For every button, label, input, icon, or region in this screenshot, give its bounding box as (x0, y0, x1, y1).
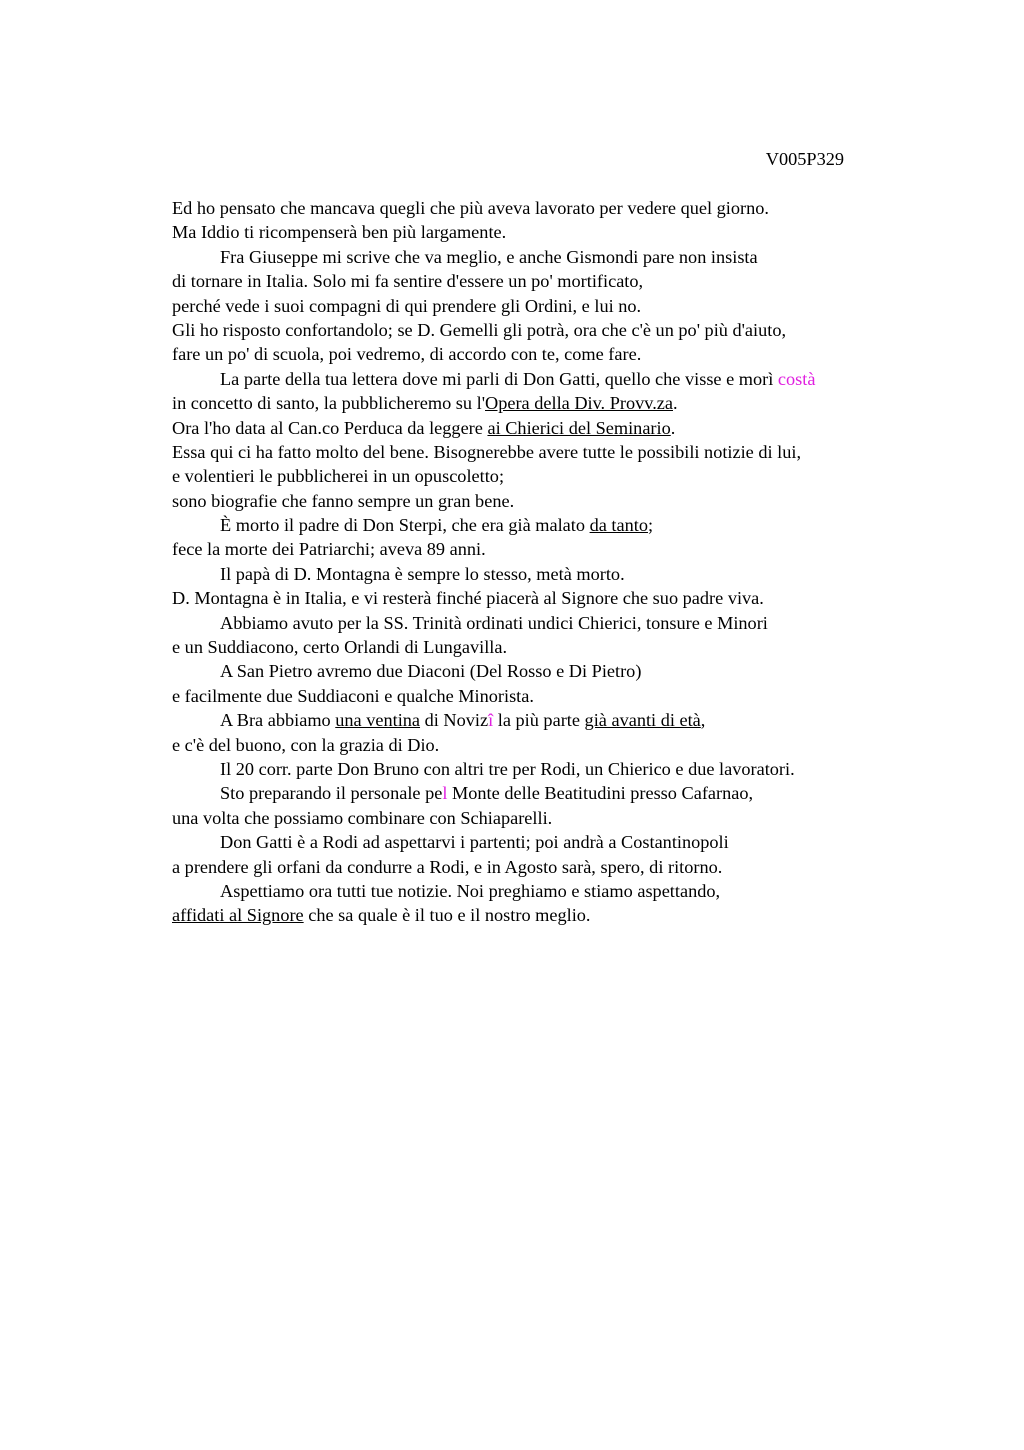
text-line (172, 708, 932, 732)
underlined-text: una ventina (335, 710, 421, 731)
text-segment: una volta che possiamo combinare con Schiaparelli. (172, 807, 553, 828)
text-segment: sono biografie che fanno sempre un gran bene. (172, 490, 515, 511)
text-line (172, 416, 932, 440)
text-segment: la più parte (493, 710, 585, 731)
text-segment: Ma Iddio ti ricompenserà ben più largamente. (172, 222, 507, 243)
text-line (172, 684, 932, 708)
text-line (172, 855, 932, 879)
text-line (172, 440, 932, 464)
text-segment: . (673, 393, 678, 414)
text-segment: fece la morte dei Patriarchi; aveva 89 anni. (172, 539, 486, 560)
text-segment: Fra Giuseppe mi scrive che va meglio, e anche Gismondi pare non insista (220, 246, 758, 267)
highlighted-text: î (488, 710, 494, 731)
text-line (172, 879, 932, 903)
text-segment: Sto preparando il personale pe (220, 783, 443, 804)
underlined-text: da tanto (589, 515, 648, 536)
text-segment: Ed ho pensato che mancava quegli che più aveva lavorato per vedere quel giorno. (172, 198, 769, 218)
text-segment: D. Montagna è in Italia, e vi resterà finché piacerà al Signore che suo padre viva. (172, 588, 764, 609)
text-line (172, 220, 932, 244)
text-segment: di tornare in Italia. Solo mi fa sentire d'essere un po' mortificato, (172, 271, 644, 292)
text-segment: e un Suddiacono, certo Orlandi di Lungavilla. (172, 637, 508, 658)
text-segment: di Noviz (420, 710, 489, 731)
text-segment: fare un po' di scuola, poi vedremo, di accordo con te, come fare. (172, 344, 642, 365)
text-line (172, 733, 932, 757)
text-segment: e c'è del buono, con la grazia di Dio. (172, 734, 440, 755)
underlined-text: Opera della Div. Provv.za (485, 393, 673, 414)
text-line (172, 294, 932, 318)
underlined-text: ai Chierici del Seminario (487, 417, 671, 438)
text-line (172, 806, 932, 830)
text-line (172, 757, 932, 781)
text-segment: a prendere gli orfani da condurre a Rodi, e in Agosto sarà, spero, di ritorno. (172, 856, 723, 877)
text-segment: che sa quale è il tuo e il nostro meglio. (303, 905, 591, 926)
text-segment: Il papà di D. Montagna è sempre lo stesso, metà morto. (220, 563, 625, 584)
text-segment: e facilmente due Suddiaconi e qualche Minorista. (172, 685, 534, 706)
text-line (172, 830, 932, 854)
text-segment: Don Gatti è a Rodi ad aspettarvi i partenti; poi andrà a Costantinopoli (220, 832, 729, 853)
text-line (172, 245, 932, 269)
text-line (172, 391, 932, 415)
text-line (172, 635, 932, 659)
underlined-text: già avanti di età (584, 710, 701, 731)
text-line (172, 196, 932, 220)
text-segment: A Bra abbiamo (220, 710, 336, 731)
text-line (172, 513, 932, 537)
text-line (172, 537, 932, 561)
letter-body (172, 196, 932, 928)
text-segment: Abbiamo avuto per la SS. Trinità ordinati undici Chierici, tonsure e Minori (220, 612, 768, 633)
text-line (172, 611, 932, 635)
text-segment: Il 20 corr. parte Don Bruno con altri tre per Rodi, un Chierico e due lavoratori. (220, 758, 795, 779)
text-segment: in concetto di santo, la pubblicheremo su l' (172, 393, 485, 414)
text-line (172, 342, 932, 366)
text-line (172, 781, 932, 805)
highlighted-text: l (442, 783, 448, 804)
text-segment: perché vede i suoi compagni di qui prendere gli Ordini, e lui no. (172, 295, 642, 316)
text-segment: ; (647, 515, 654, 536)
text-line (172, 464, 932, 488)
text-segment: La parte della tua lettera dove mi parli di Don Gatti, quello che visse e morì (220, 368, 778, 389)
text-segment: . (670, 417, 676, 438)
text-segment: e volentieri le pubblicherei in un opuscoletto; (172, 466, 505, 487)
text-segment: A San Pietro avremo due Diaconi (Del Rosso e Di Pietro) (220, 661, 642, 682)
text-segment: Aspettiamo ora tutti tue notizie. Noi preghiamo e stiamo aspettando, (220, 880, 721, 901)
text-line (172, 367, 932, 391)
text-segment: È morto il padre di Don Sterpi, che era già malato (220, 515, 590, 536)
text-line (172, 586, 932, 610)
text-line (172, 318, 932, 342)
text-line (172, 659, 932, 683)
text-line (172, 903, 932, 927)
text-segment: Essa qui ci ha fatto molto del bene. Bisognerebbe avere tutte le possibili notizie di lui, (172, 441, 802, 462)
text-line (172, 562, 932, 586)
text-segment: Gli ho risposto confortandolo; se D. Gemelli gli potrà, ora che c'è un po' più d'aiuto, (172, 319, 787, 340)
text-segment: , (700, 710, 706, 731)
text-line (172, 489, 932, 513)
page-identifier: V005P329 (765, 149, 844, 169)
text-segment: Monte delle Beatitudini presso Cafarnao, (447, 783, 754, 804)
underlined-text: affidati al Signore (172, 905, 304, 926)
text-segment: Ora l'ho data al Can.co Perduca da leggere (172, 417, 488, 438)
text-line (172, 269, 932, 293)
highlighted-text: costà (777, 368, 816, 389)
